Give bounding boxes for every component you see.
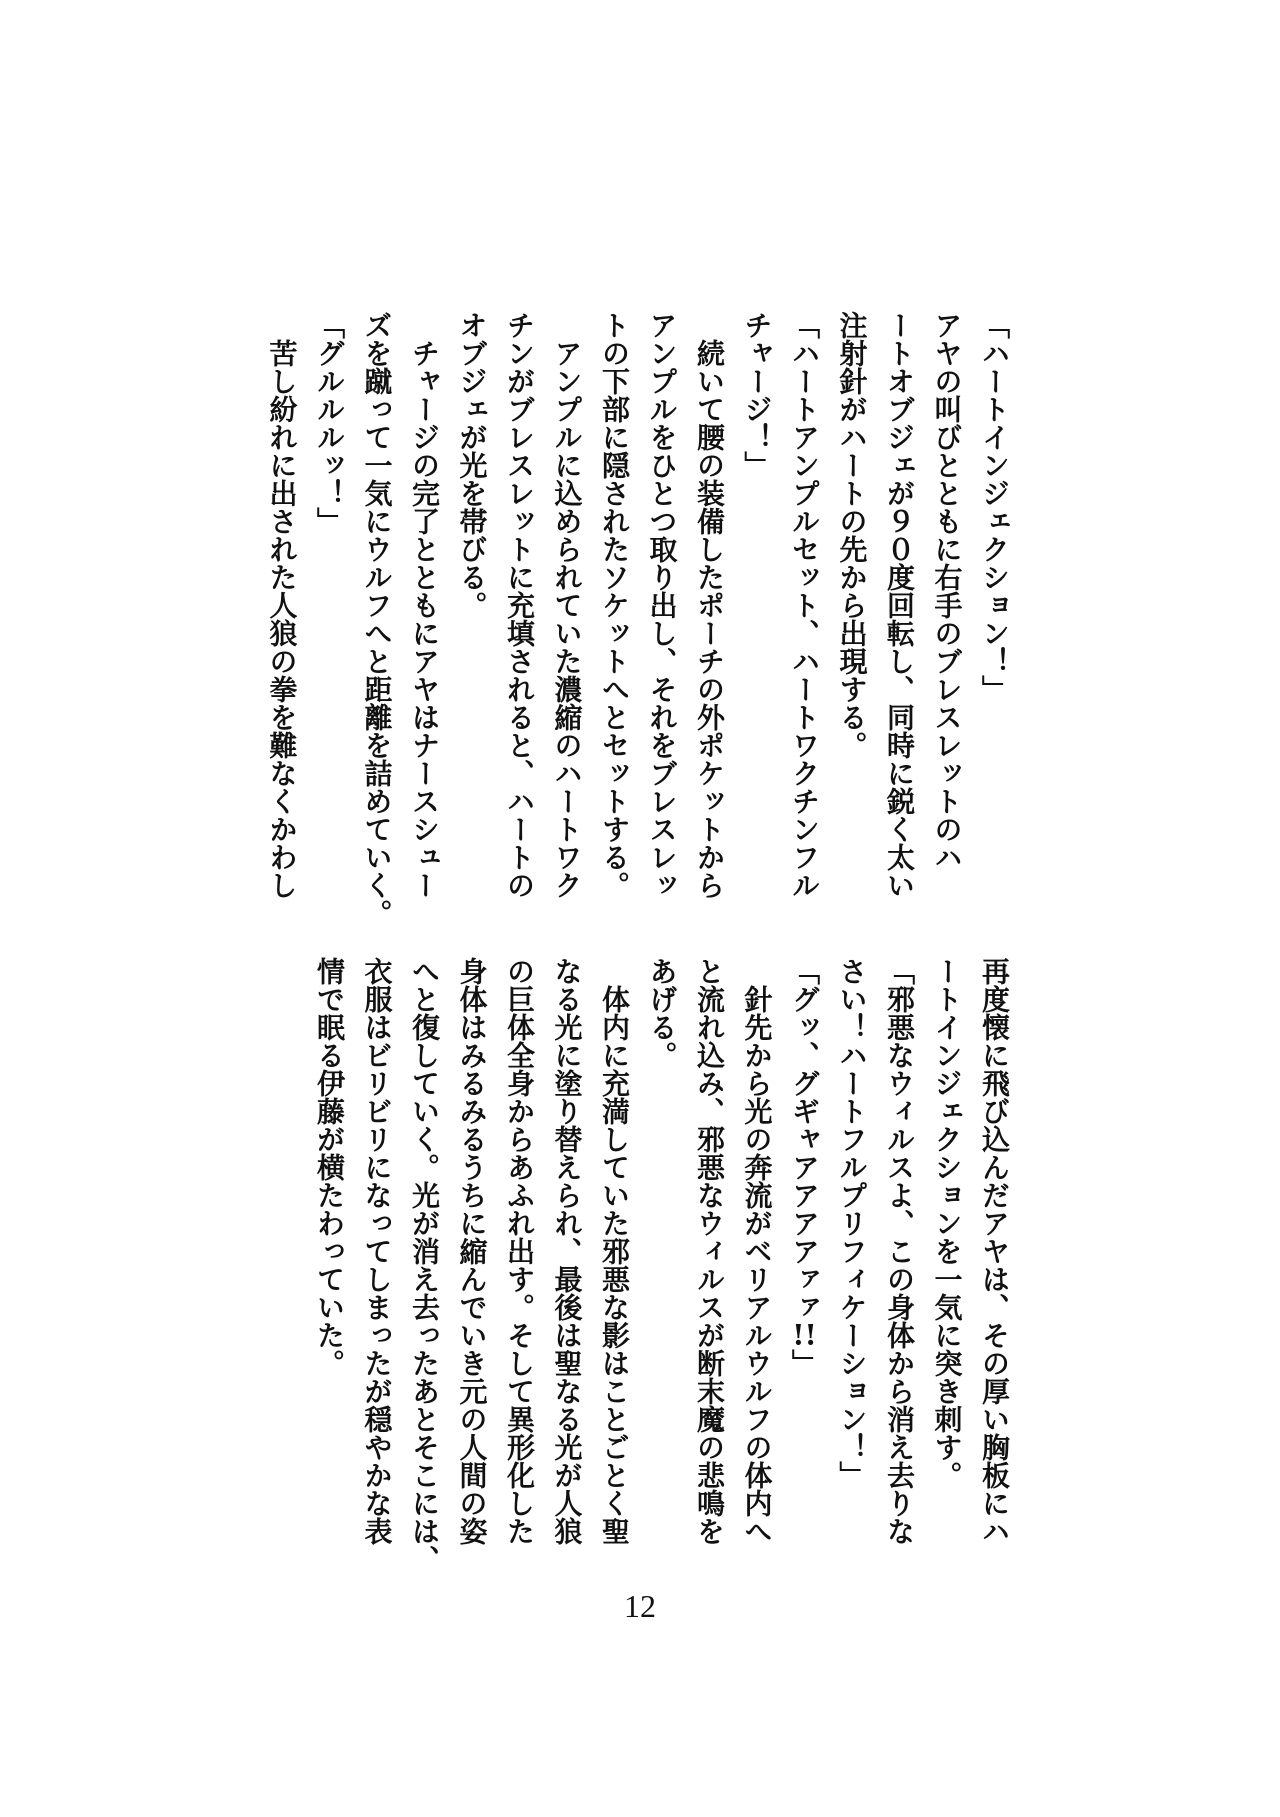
text-line: 衣服はビリビリになってしまったが穏やかな表: [360, 957, 394, 1545]
text-line: ートオブジェが９０度回転し、同時に鋭く太い: [883, 311, 916, 899]
text-line: の巨体全身からあふれ出す。そして異形化した: [503, 957, 536, 1545]
tate-chu-yoko: !!: [792, 1321, 817, 1349]
text-line: なる光に塗り替えられ、最後は聖なる光が人狼: [550, 957, 584, 1545]
text-line: チャージ！」: [740, 311, 774, 479]
lower-text-tier: [306, 957, 1019, 1581]
text-line: 針先から光の奔流がベリアルウルフの体内へ: [740, 957, 774, 1545]
text-line: あげる。: [645, 957, 679, 1069]
text-line: へと復していく。光が消え去ったあとそこには、: [408, 957, 441, 1573]
text-line: 身体はみるみるうちに縮んでいき元の人間の姿: [455, 957, 489, 1545]
text-line: チンがブレスレットに充填されると、ハートの: [503, 311, 536, 899]
text-line: さい！ハートフルプリフィケーション！」: [835, 957, 869, 1489]
text-line: 苦し紛れに出された人狼の拳を難なくかわし: [265, 311, 299, 899]
text-line: 注射針がハートの先から出現する。: [835, 311, 869, 759]
page-number: 12: [624, 1588, 656, 1624]
text-line: ズを蹴って一気にウルフへと距離を詰めていく。: [360, 311, 394, 927]
text-line: 情で眠る伊藤が横たわっていた。: [313, 957, 346, 1377]
text-line: 「グルルルッ！」: [313, 311, 346, 535]
text-line: アンプルに込められていた濃縮のハートワク: [550, 311, 584, 899]
text-line: 続いて腰の装備したポーチの外ポケットから: [693, 311, 726, 899]
text-line: 「ハートアンプルセット、ハートワクチンフル: [788, 311, 821, 899]
text-line: トの下部に隠されたソケットへとセットする。: [598, 311, 631, 899]
text-line: 「ハートインジェクション！」: [978, 311, 1011, 703]
text-line: 体内に充満していた邪悪な影はことごとく聖: [598, 957, 631, 1545]
text-line: 再度懐に飛び込んだアヤは、その厚い胸板にハ: [978, 957, 1011, 1545]
text-line: アヤの叫びとともに右手のブレスレットのハ: [930, 311, 964, 871]
text-line: オブジェが光を帯びる。: [455, 311, 489, 619]
text-line: 「グッ、グギャアアアアァァ!!」: [788, 957, 821, 1377]
text-line: ートインジェクションを一気に突き刺す。: [930, 957, 964, 1489]
text-line: 「邪悪なウィルスよ、この身体から消え去りな: [883, 957, 916, 1545]
text-line: チャージの完了とともにアヤはナースシュー: [408, 311, 441, 899]
text-line: と流れ込み、邪悪なウィルスが断末魔の悲鳴を: [693, 957, 726, 1545]
upper-text-tier: [258, 311, 1018, 935]
text-line: アンプルをひとつ取り出し、それをブレスレッ: [645, 311, 679, 899]
